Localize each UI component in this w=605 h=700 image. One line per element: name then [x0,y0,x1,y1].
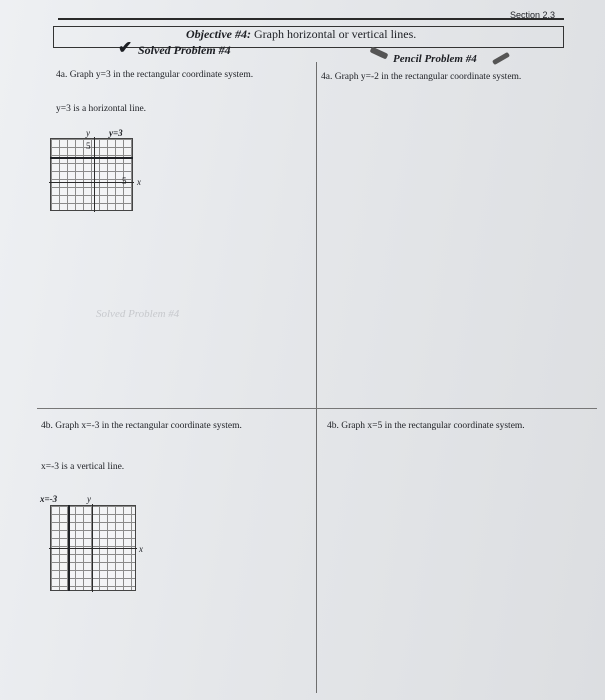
pencil-icon [370,46,389,59]
section-label: Section 2.3 [510,10,556,20]
pencil-problem-title: Pencil Problem #4 [393,53,477,65]
graph-4a-tick-y: 5 [86,141,91,151]
problem-4b-pencil: 4b. Graph x=5 in the rectangular coordinate system. [327,421,525,431]
graph-4b-y-label: y [87,494,91,504]
problem-4a-solved: 4a. Graph y=3 in the rectangular coordinate system. [56,70,254,80]
graph-4a-tick-x: 5 [122,176,127,186]
row-divider [37,408,597,409]
graph-4a-line-label: y=3 [109,128,123,138]
graph-4b-x-axis [49,548,137,549]
problem-4b-answer: x=-3 is a vertical line. [41,462,125,472]
graph-4b-line [68,505,70,591]
watermark-text: Solved Problem #4 [96,308,180,320]
graph-4a-line [50,157,133,159]
objective-title [186,27,416,42]
problem-4b-solved: 4b. Graph x=-3 in the rectangular coordinate system. [41,421,242,431]
solved-problem-title: Solved Problem #4 [138,43,231,57]
graph-4a-y-label: y [86,128,90,138]
column-divider [316,62,317,693]
graph-4b-x-label: x [139,544,143,554]
graph-4a-grid [50,138,133,211]
graph-4b-line-label: x=-3 [40,494,58,504]
objective-number: Objective #4: [186,27,251,41]
pencil-icon [492,52,510,65]
top-rule [58,18,564,20]
problem-4a-pencil: 4a. Graph y=-2 in the rectangular coordinate system. [321,72,522,82]
problem-4a-answer: y=3 is a horizontal line. [56,104,147,114]
graph-4a-y-axis [94,137,95,212]
objective-text: Graph horizontal or vertical lines. [253,27,417,41]
checkmark-icon: ✔ [118,38,133,57]
graph-4a-x-label: x [137,177,141,187]
